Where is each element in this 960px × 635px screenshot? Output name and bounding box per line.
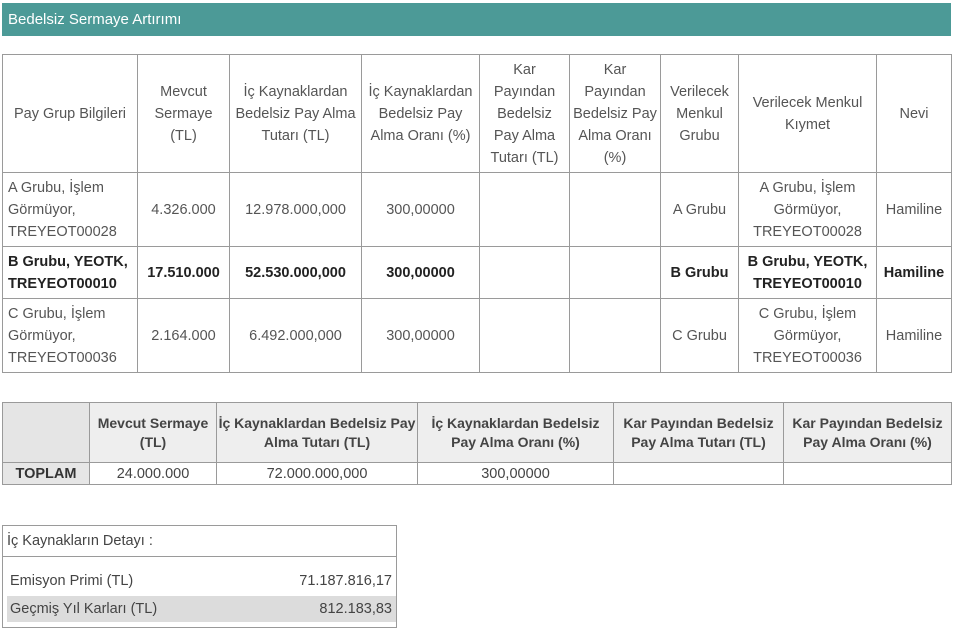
section-title: Bedelsiz Sermaye Artırımı	[8, 11, 182, 28]
table-cell: 72.000.000,000	[217, 463, 418, 485]
column-header	[3, 403, 90, 463]
table-cell: C Grubu	[661, 299, 739, 373]
column-header: Kar Payından Bedelsiz Pay Alma Tutarı (TL)	[614, 403, 784, 463]
details-item	[7, 596, 396, 622]
column-header: İç Kaynaklardan Bedelsiz Pay Alma Oranı (%)	[418, 403, 614, 463]
table-cell: 4.326.000	[138, 173, 230, 247]
table-cell: 12.978.000,000	[230, 173, 362, 247]
table-cell	[480, 247, 570, 299]
table-cell: Hamiline	[877, 247, 952, 299]
table-cell	[570, 247, 661, 299]
table-cell: 300,00000	[362, 299, 480, 373]
table-row	[3, 247, 952, 299]
details-item-label: Emisyon Primi (TL)	[10, 573, 134, 589]
table-row	[3, 299, 952, 373]
details-title: İç Kaynakların Detayı :	[3, 526, 396, 557]
column-header: Nevi	[877, 55, 952, 173]
table-cell: C Grubu, İşlem Görmüyor, TREYEOT00036	[3, 299, 138, 373]
column-header: İç Kaynaklardan Bedelsiz Pay Alma Oranı (%)	[362, 55, 480, 173]
column-header: Mevcut Sermaye (TL)	[138, 55, 230, 173]
details-box	[2, 525, 397, 628]
table-cell: B Grubu, YEOTK, TREYEOT00010	[3, 247, 138, 299]
table-cell: B Grubu, YEOTK, TREYEOT00010	[739, 247, 877, 299]
table-cell: 300,00000	[362, 173, 480, 247]
column-header: Kar Payından Bedelsiz Pay Alma Tutarı (TL)	[480, 55, 570, 173]
table-header-row	[3, 55, 952, 173]
table-row	[3, 173, 952, 247]
table-cell	[480, 173, 570, 247]
column-header: İç Kaynaklardan Bedelsiz Pay Alma Tutarı (TL)	[217, 403, 418, 463]
column-header: Kar Payından Bedelsiz Pay Alma Oranı (%)	[570, 55, 661, 173]
details-item-value: 812.183,83	[319, 601, 392, 617]
details-item-value: 71.187.816,17	[299, 573, 392, 589]
totals-header-row	[3, 403, 952, 463]
table-cell: 2.164.000	[138, 299, 230, 373]
table-cell: B Grubu	[661, 247, 739, 299]
totals-table	[2, 402, 952, 485]
pay-grup-table	[2, 54, 952, 373]
totals-row	[3, 463, 952, 485]
table-cell	[614, 463, 784, 485]
table-cell: A Grubu, İşlem Görmüyor, TREYEOT00028	[739, 173, 877, 247]
table-cell	[784, 463, 952, 485]
column-header: Pay Grup Bilgileri	[3, 55, 138, 173]
table-cell: 17.510.000	[138, 247, 230, 299]
table-cell	[570, 299, 661, 373]
table-cell: A Grubu, İşlem Görmüyor, TREYEOT00028	[3, 173, 138, 247]
section-header	[2, 3, 951, 36]
column-header: Kar Payından Bedelsiz Pay Alma Oranı (%)	[784, 403, 952, 463]
totals-label: TOPLAM	[3, 463, 90, 485]
column-header: Mevcut Sermaye (TL)	[90, 403, 217, 463]
table-cell: 24.000.000	[90, 463, 217, 485]
table-cell: 6.492.000,000	[230, 299, 362, 373]
table-cell: C Grubu, İşlem Görmüyor, TREYEOT00036	[739, 299, 877, 373]
table-cell: 300,00000	[418, 463, 614, 485]
column-header: Verilecek Menkul Kıymet	[739, 55, 877, 173]
details-item	[7, 568, 396, 594]
table-cell: 52.530.000,000	[230, 247, 362, 299]
details-item-label: Geçmiş Yıl Karları (TL)	[10, 601, 158, 617]
table-cell	[480, 299, 570, 373]
table-cell: Hamiline	[877, 173, 952, 247]
table-cell	[570, 173, 661, 247]
table-cell: 300,00000	[362, 247, 480, 299]
table-cell: Hamiline	[877, 299, 952, 373]
table-cell: A Grubu	[661, 173, 739, 247]
column-header: Verilecek Menkul Grubu	[661, 55, 739, 173]
column-header: İç Kaynaklardan Bedelsiz Pay Alma Tutarı (TL)	[230, 55, 362, 173]
